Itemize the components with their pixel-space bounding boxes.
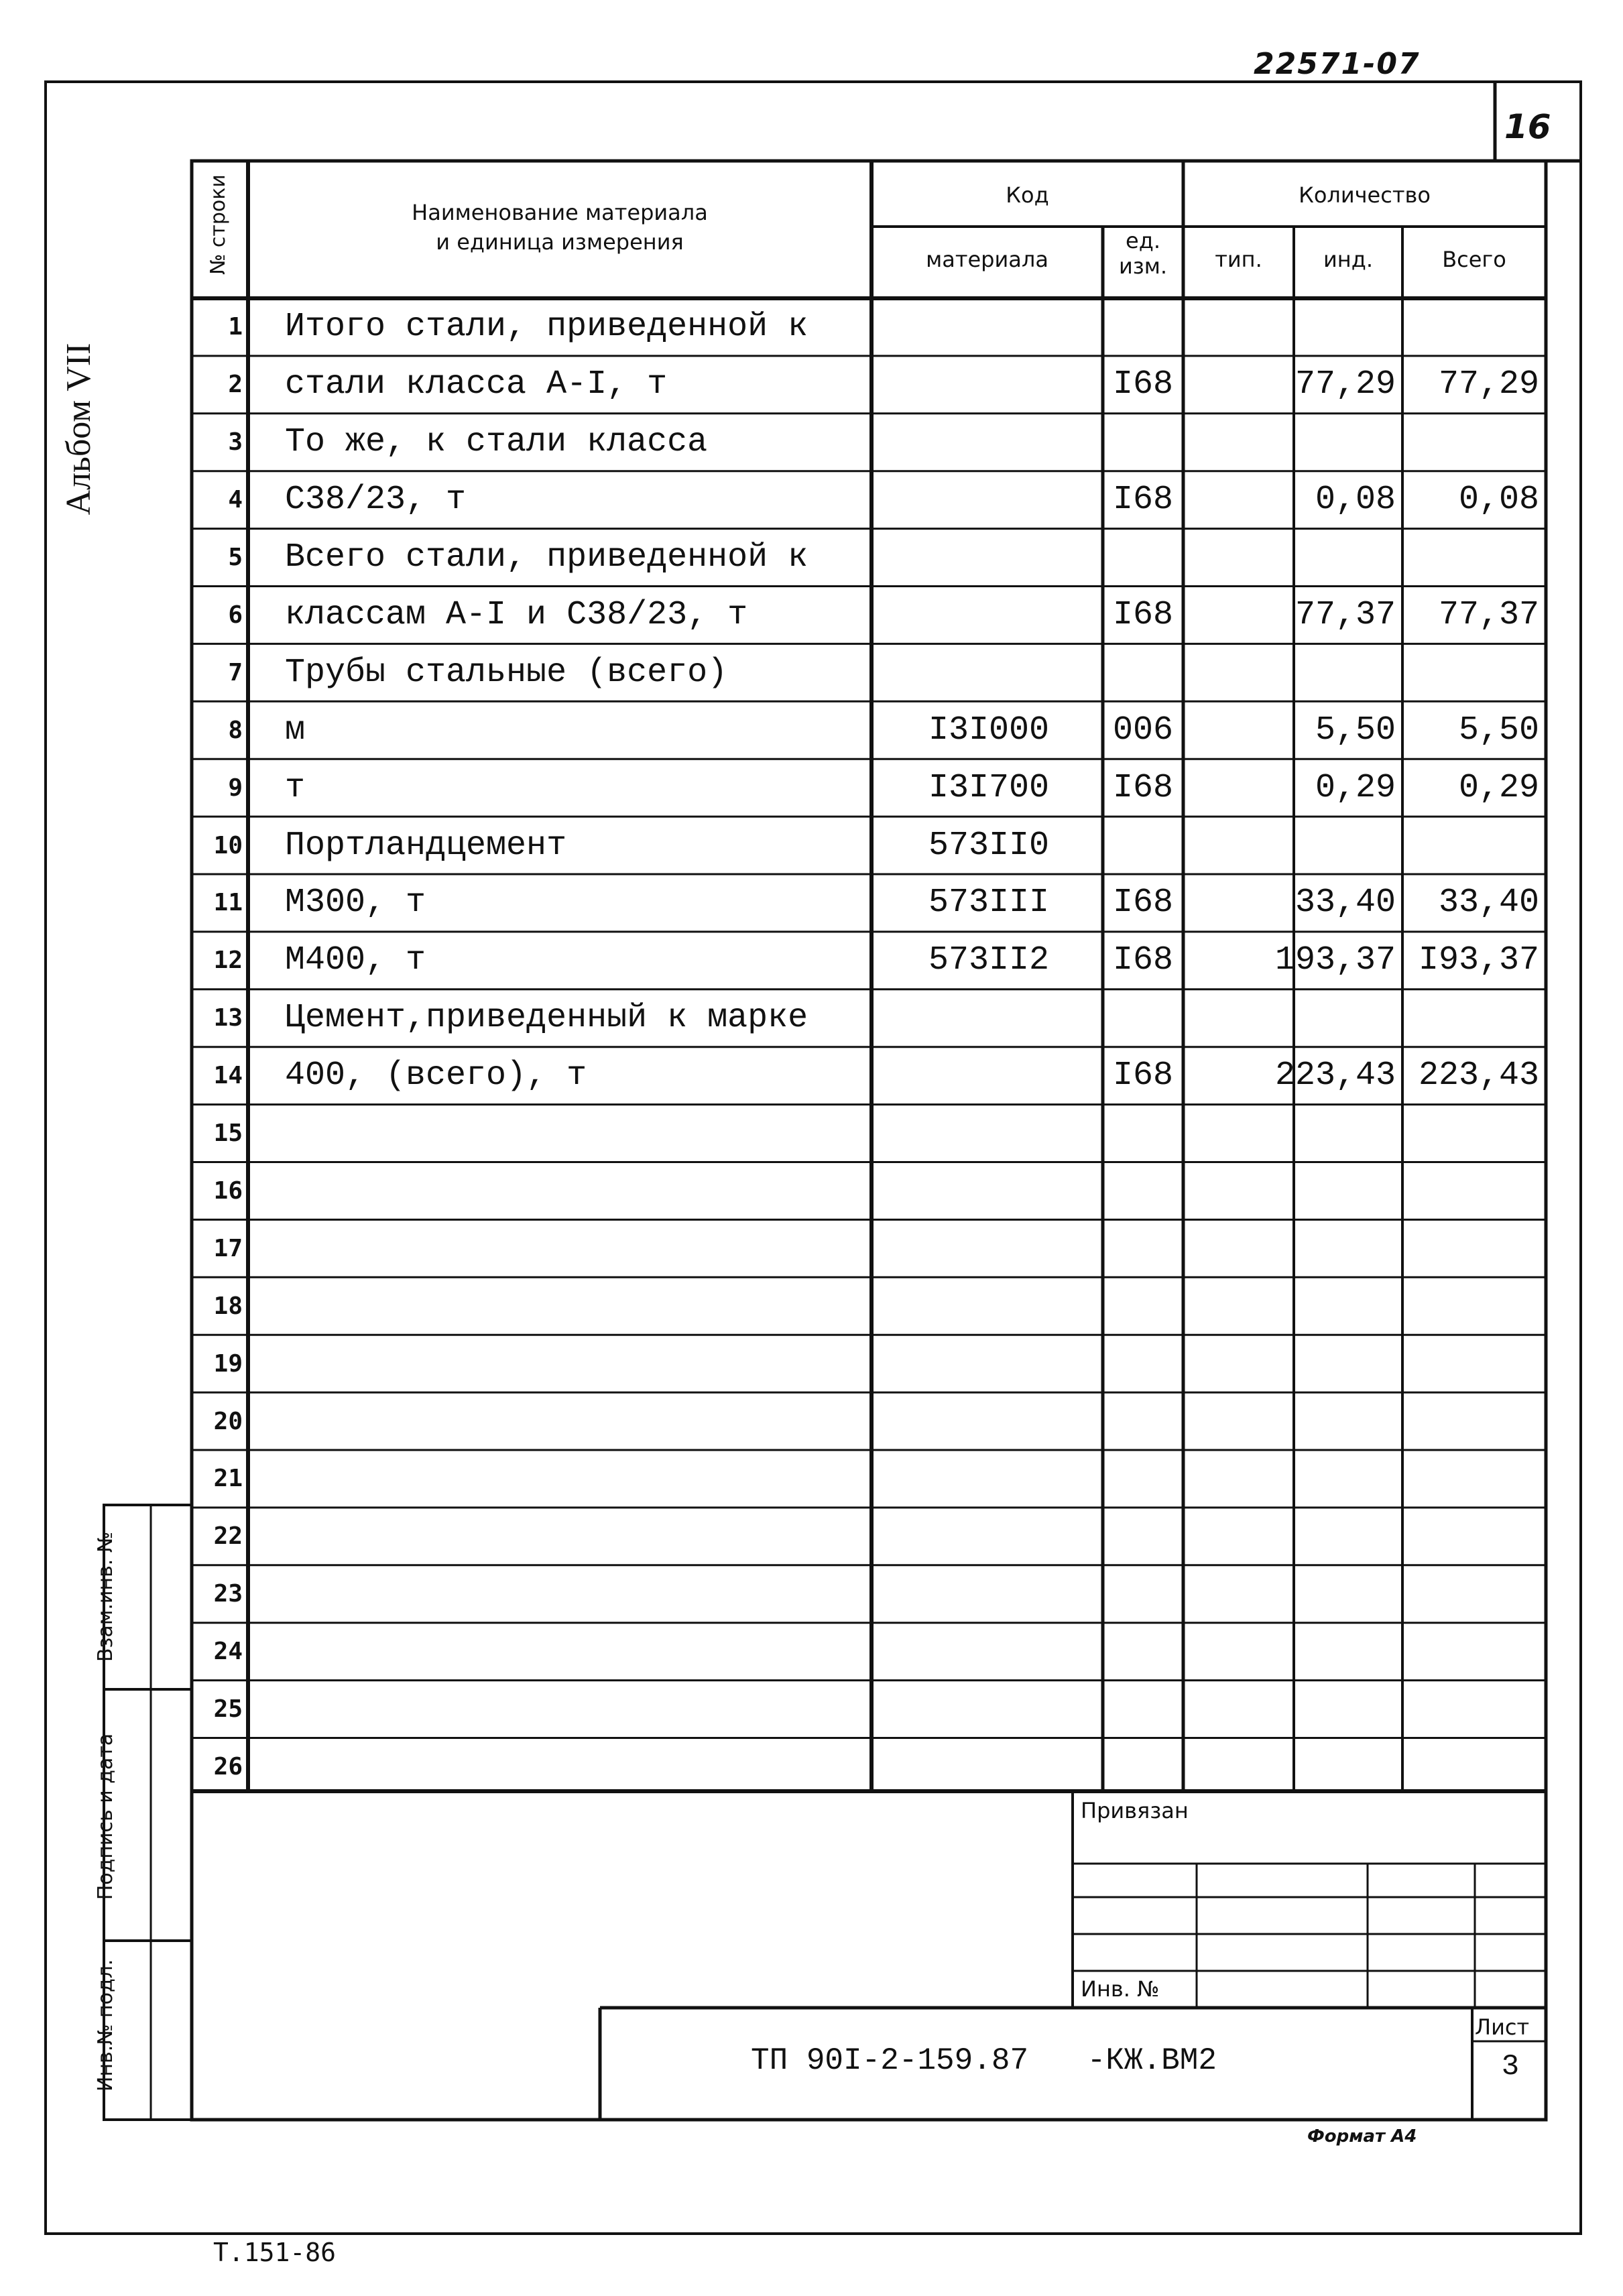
row-number: 3	[228, 428, 243, 457]
cell-total	[1402, 1105, 1546, 1162]
header-quantity: Количество	[1299, 182, 1431, 208]
cell-name	[248, 1335, 871, 1392]
cell-ind: 5,50	[1315, 711, 1396, 749]
cell-name: Портландцемент	[285, 826, 567, 865]
cell-typ	[1183, 1565, 1294, 1623]
cell-name: Итого стали, приведенной к	[285, 308, 808, 347]
cell-typ	[1183, 1681, 1294, 1738]
cell-name: С38/23, т	[285, 481, 467, 520]
cell-unit	[1103, 1450, 1183, 1508]
row-number: 6	[228, 601, 243, 629]
row-number: 15	[213, 1120, 243, 1148]
cell-ind: 0,29	[1315, 768, 1396, 807]
cell-typ	[1183, 874, 1294, 932]
cell-ind	[1294, 298, 1402, 356]
cell-unit	[1103, 414, 1183, 471]
cell-name: Трубы стальные (всего)	[285, 653, 728, 692]
header-row-no: № строки	[206, 174, 230, 275]
cell-ind: 223,43	[1274, 1056, 1396, 1095]
cell-unit	[1103, 644, 1183, 701]
cell-total	[1402, 1277, 1546, 1335]
cell-unit	[1103, 1105, 1183, 1162]
cell-mat	[871, 1681, 1103, 1738]
cell-typ	[1183, 471, 1294, 529]
cell-total: 0,08	[1458, 481, 1539, 520]
cell-mat	[871, 1277, 1103, 1335]
cell-mat	[871, 529, 1103, 587]
row-number: 23	[213, 1580, 243, 1608]
page-number: 16	[1504, 107, 1551, 146]
cell-name	[248, 1277, 871, 1335]
row-number: 13	[213, 1004, 243, 1032]
cell-name: классам А-I и С38/23, т	[285, 595, 748, 634]
header-ind: инд.	[1323, 247, 1373, 272]
cell-name: То же, к стали класса	[285, 423, 708, 462]
cell-unit: I68	[1112, 365, 1173, 404]
cell-total	[1402, 1508, 1546, 1565]
cell-mat	[871, 644, 1103, 701]
cell-unit: I68	[1112, 884, 1173, 922]
doc-suffix: -КЖ.ВМ2	[1087, 2043, 1217, 2078]
cell-name	[248, 1508, 871, 1565]
cell-unit: 006	[1112, 711, 1173, 749]
cell-total: 77,37	[1438, 595, 1539, 634]
cell-typ	[1183, 587, 1294, 644]
cell-ind	[1294, 1162, 1402, 1220]
cell-typ	[1183, 356, 1294, 414]
stamp-doc-code	[751, 2043, 1217, 2078]
cell-ind	[1294, 1105, 1402, 1162]
side-label-vzam: Взам.инв. №	[94, 1531, 117, 1663]
cell-ind	[1294, 1681, 1402, 1738]
row-number: 20	[213, 1407, 243, 1435]
cell-unit: I68	[1112, 941, 1173, 980]
cell-name: м	[285, 711, 306, 749]
cell-total	[1402, 1450, 1546, 1508]
cell-total: 33,40	[1438, 884, 1539, 922]
cell-unit: I68	[1112, 768, 1173, 807]
cell-unit: I68	[1112, 595, 1173, 634]
cell-mat	[871, 1047, 1103, 1105]
header-name-line2: и единица измерения	[436, 229, 684, 255]
cell-unit	[1103, 817, 1183, 874]
cell-unit	[1103, 1162, 1183, 1220]
header-code-material: материала	[926, 247, 1048, 272]
cell-name	[248, 1681, 871, 1738]
cell-total	[1402, 1392, 1546, 1450]
cell-name: Всего стали, приведенной к	[285, 538, 808, 577]
cell-typ	[1183, 644, 1294, 701]
cell-ind	[1294, 1450, 1402, 1508]
cell-total	[1402, 644, 1546, 701]
cell-unit	[1103, 1565, 1183, 1623]
cell-name	[248, 1565, 871, 1623]
side-label-podpis: Подпись и дата	[94, 1733, 117, 1900]
cell-total	[1402, 1565, 1546, 1623]
cell-ind	[1294, 1392, 1402, 1450]
cell-mat	[871, 414, 1103, 471]
cell-typ	[1183, 298, 1294, 356]
cell-ind	[1294, 989, 1402, 1047]
cell-ind	[1294, 529, 1402, 587]
row-number: 21	[213, 1465, 243, 1493]
cell-mat	[871, 1105, 1103, 1162]
stamp-privyazan: Привязан	[1081, 1798, 1189, 1823]
cell-total	[1402, 1335, 1546, 1392]
stamp-inv-no: Инв. №	[1081, 1976, 1160, 2002]
cell-total: 77,29	[1438, 365, 1539, 404]
cell-mat	[871, 471, 1103, 529]
cell-total	[1402, 1219, 1546, 1277]
cell-typ	[1183, 1219, 1294, 1277]
format-label: Формат А4	[1307, 2126, 1417, 2147]
row-number: 12	[213, 947, 243, 975]
cell-total: I93,37	[1418, 941, 1539, 980]
cell-mat	[871, 1219, 1103, 1277]
cell-typ	[1183, 1105, 1294, 1162]
cell-total	[1402, 817, 1546, 874]
row-number: 11	[213, 889, 243, 917]
cell-mat: 573II2	[928, 941, 1049, 980]
cell-unit: I68	[1112, 481, 1173, 520]
row-number: 1	[228, 313, 243, 341]
cell-mat	[871, 298, 1103, 356]
cell-ind: 77,29	[1295, 365, 1396, 404]
cell-name: 400, (всего), т	[285, 1056, 587, 1095]
cell-ind	[1294, 1277, 1402, 1335]
row-number: 17	[213, 1234, 243, 1262]
cell-total	[1402, 414, 1546, 471]
cell-name: стали класса А-I, т	[285, 365, 668, 404]
cell-typ	[1183, 1335, 1294, 1392]
cell-mat: 573II0	[928, 826, 1049, 865]
cell-total	[1402, 529, 1546, 587]
cell-unit	[1103, 1738, 1183, 1796]
cell-total	[1402, 298, 1546, 356]
cell-total	[1402, 1738, 1546, 1796]
header-name-line1: Наименование материала	[412, 200, 708, 225]
cell-mat	[871, 989, 1103, 1047]
cell-typ	[1183, 1277, 1294, 1335]
cell-ind: 33,40	[1295, 884, 1396, 922]
doc-code: ТП 90I-2-159.87	[751, 2043, 1029, 2078]
cell-mat	[871, 356, 1103, 414]
cell-mat	[871, 1623, 1103, 1681]
cell-ind	[1294, 1738, 1402, 1796]
cell-mat: I3I700	[928, 768, 1049, 807]
cell-name	[248, 1392, 871, 1450]
cell-ind: 0,08	[1315, 481, 1396, 520]
cell-total	[1402, 1681, 1546, 1738]
row-number: 26	[213, 1752, 243, 1780]
cell-name	[248, 1738, 871, 1796]
side-label-inv-podl: Инв.№ подл.	[94, 1959, 117, 2092]
cell-mat	[871, 1335, 1103, 1392]
header-type: тип.	[1215, 247, 1262, 272]
cell-typ	[1183, 817, 1294, 874]
row-number: 24	[213, 1638, 243, 1666]
cell-mat	[871, 1508, 1103, 1565]
row-number: 19	[213, 1349, 243, 1378]
cell-name	[248, 1450, 871, 1508]
row-number: 10	[213, 831, 243, 859]
top-code: 22571-07	[1254, 47, 1421, 81]
cell-name: М300, т	[285, 884, 426, 922]
row-number: 14	[213, 1062, 243, 1090]
header-code-unit	[1103, 228, 1183, 279]
cell-unit: I68	[1112, 1056, 1173, 1095]
cell-total: 0,29	[1458, 768, 1539, 807]
cell-unit	[1103, 298, 1183, 356]
cell-typ	[1183, 989, 1294, 1047]
header-unit-line2: изм.	[1118, 253, 1168, 279]
cell-name	[248, 1162, 871, 1220]
cell-mat	[871, 1392, 1103, 1450]
stamp-sheet-label: Лист	[1475, 2014, 1530, 2040]
cell-mat: I3I000	[928, 711, 1049, 749]
cell-typ	[1183, 1508, 1294, 1565]
cell-unit	[1103, 1392, 1183, 1450]
cell-mat	[871, 1738, 1103, 1796]
cell-ind	[1294, 1565, 1402, 1623]
stamp-sheet-no: 3	[1501, 2050, 1520, 2083]
cell-unit	[1103, 1219, 1183, 1277]
cell-typ	[1183, 414, 1294, 471]
cell-unit	[1103, 989, 1183, 1047]
cell-unit	[1103, 1508, 1183, 1565]
row-number: 16	[213, 1176, 243, 1205]
cell-mat	[871, 1450, 1103, 1508]
cell-typ	[1183, 1623, 1294, 1681]
header-name	[248, 198, 871, 257]
cell-typ	[1183, 529, 1294, 587]
cell-ind	[1294, 1508, 1402, 1565]
row-number: 25	[213, 1695, 243, 1724]
cell-total	[1402, 1623, 1546, 1681]
row-number: 22	[213, 1522, 243, 1551]
row-number: 2	[228, 371, 243, 399]
cell-name: т	[285, 768, 306, 807]
row-number: 7	[228, 658, 243, 686]
cell-name: М400, т	[285, 941, 426, 980]
cell-ind	[1294, 1219, 1402, 1277]
cell-ind	[1294, 817, 1402, 874]
row-number: 5	[228, 544, 243, 572]
row-number: 4	[228, 486, 243, 514]
cell-name	[248, 1219, 871, 1277]
cell-mat: 573III	[928, 884, 1049, 922]
cell-unit	[1103, 1623, 1183, 1681]
cell-ind: 193,37	[1274, 941, 1396, 980]
cell-ind	[1294, 414, 1402, 471]
cell-name	[248, 1623, 871, 1681]
cell-unit	[1103, 1681, 1183, 1738]
cell-name	[248, 1105, 871, 1162]
cell-unit	[1103, 529, 1183, 587]
cell-typ	[1183, 1162, 1294, 1220]
cell-unit	[1103, 1277, 1183, 1335]
form-code: Т.151-86	[213, 2238, 337, 2267]
cell-mat	[871, 1162, 1103, 1220]
cell-typ	[1183, 1738, 1294, 1796]
cell-mat	[871, 1565, 1103, 1623]
cell-name: Цемент,приведенный к марке	[285, 999, 808, 1038]
row-number: 9	[228, 774, 243, 802]
cell-typ	[1183, 701, 1294, 759]
cell-typ	[1183, 1450, 1294, 1508]
cell-typ	[1183, 1392, 1294, 1450]
cell-ind	[1294, 644, 1402, 701]
header-unit-line1: ед.	[1126, 228, 1160, 253]
cell-ind	[1294, 1623, 1402, 1681]
cell-typ	[1183, 759, 1294, 817]
cell-ind	[1294, 1335, 1402, 1392]
cell-ind: 77,37	[1295, 595, 1396, 634]
cell-total: 223,43	[1418, 1056, 1539, 1095]
album-label: Альбом VII	[60, 343, 98, 516]
row-number: 18	[213, 1292, 243, 1320]
header-total: Всего	[1442, 247, 1506, 272]
cell-total	[1402, 989, 1546, 1047]
cell-unit	[1103, 1335, 1183, 1392]
cell-mat	[871, 587, 1103, 644]
cell-total	[1402, 1162, 1546, 1220]
cell-total: 5,50	[1458, 711, 1539, 749]
row-number: 8	[228, 716, 243, 744]
header-code: Код	[1006, 182, 1049, 208]
